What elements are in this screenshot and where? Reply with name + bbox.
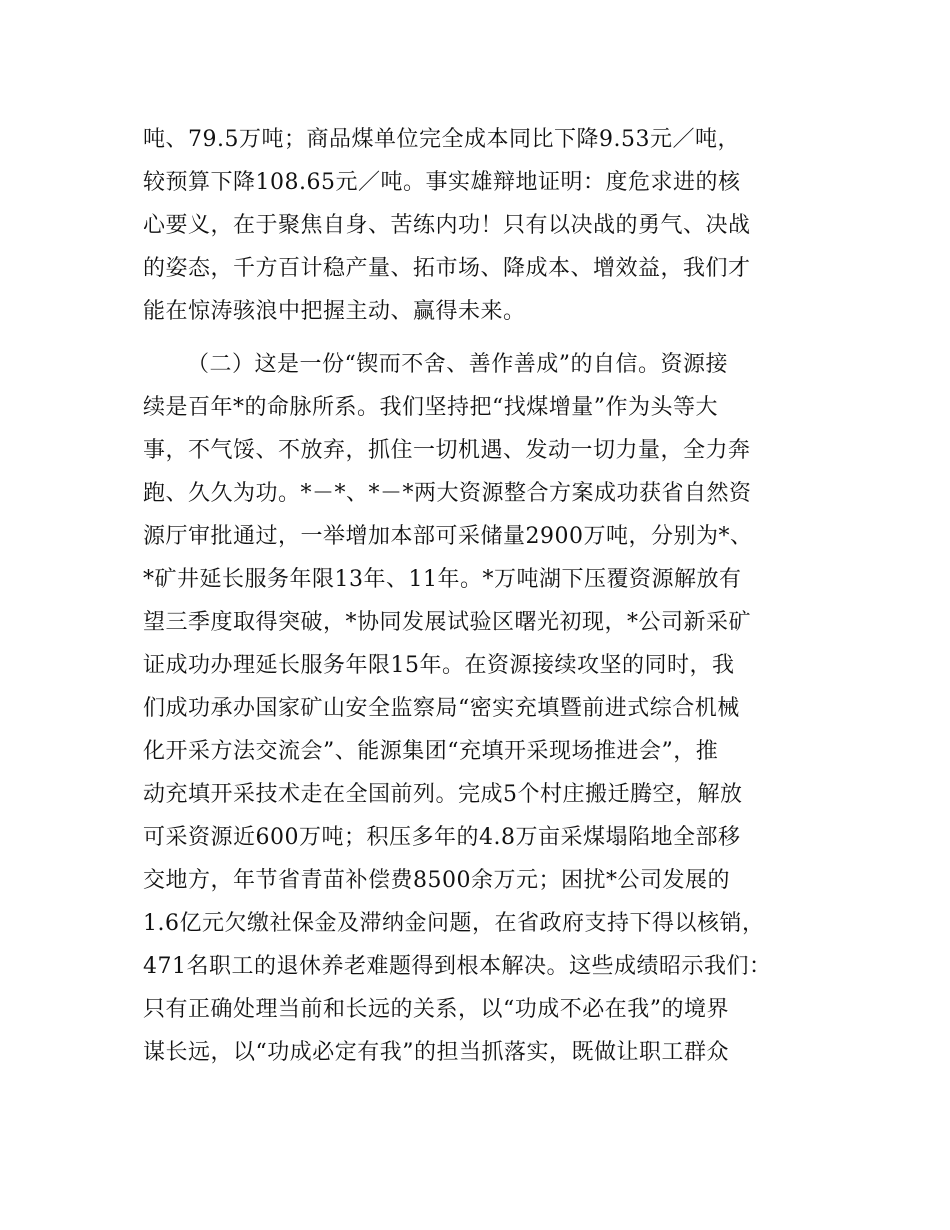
text-line: 动充填开采技术走在全国前列。完成5个村庄搬迁腾空，解放	[143, 782, 743, 807]
text-line: 较预算下降108.65元／吨。事实雄辩地证明：度危求进的核	[143, 170, 741, 195]
text-line: 只有正确处理当前和长远的关系，以“功成不必在我”的境界	[143, 997, 729, 1022]
paragraph-first-line: （二）这是一份“锲而不舍、善作善成”的自信。资源接	[187, 352, 728, 377]
text-line: 化开采方法交流会”、能源集团“充填开采现场推进会”，推	[143, 739, 719, 764]
text-line: 心要义，在于聚焦自身、苦练内功！只有以决战的勇气、决战	[143, 213, 751, 238]
text-line: 望三季度取得突破，*协同发展试验区曙光初现，*公司新采矿	[143, 610, 752, 635]
text-line: 们成功承办国家矿山安全监察局“密实充填暨前进式综合机械	[143, 696, 740, 721]
text-line: 的姿态，千方百计稳产量、拓市场、降成本、增效益，我们才	[143, 256, 751, 281]
text-line: 源厅审批通过，一举增加本部可采储量2900万吨，分别为*、	[143, 524, 753, 549]
text-line: *矿井延长服务年限13年、11年。*万吨湖下压覆资源解放有	[143, 567, 742, 592]
text-line: 1.6亿元欠缴社保金及滞纳金问题，在省政府支持下得以核销，	[143, 911, 765, 936]
text-line: 可采资源近600万吨；积压多年的4.8万亩采煤塌陷地全部移	[143, 825, 741, 850]
text-line: 谋长远，以“功成必定有我”的担当抓落实，既做让职工群众	[143, 1040, 729, 1065]
text-line: 交地方，年节省青苗补偿费8500余万元；困扰*公司发展的	[143, 868, 730, 893]
text-line: 能在惊涛骇浪中把握主动、赢得未来。	[143, 299, 526, 324]
text-line: 跑、久久为功。*－*、*－*两大资源整合方案成功获省自然资	[143, 481, 752, 506]
text-line: 证成功办理延长服务年限15年。在资源接续攻坚的同时，我	[143, 653, 735, 678]
text-line: 471名职工的退休养老难题得到根本解决。这些成绩昭示我们：	[143, 954, 772, 979]
text-line: 事，不气馁、不放弃，抓住一切机遇、发动一切力量，全力奔	[143, 438, 751, 463]
text-line: 吨、79.5万吨；商品煤单位完全成本同比下降9.53元／吨，	[143, 127, 740, 152]
text-line: 续是百年*的命脉所系。我们坚持把“找煤增量”作为头等大	[143, 395, 718, 420]
